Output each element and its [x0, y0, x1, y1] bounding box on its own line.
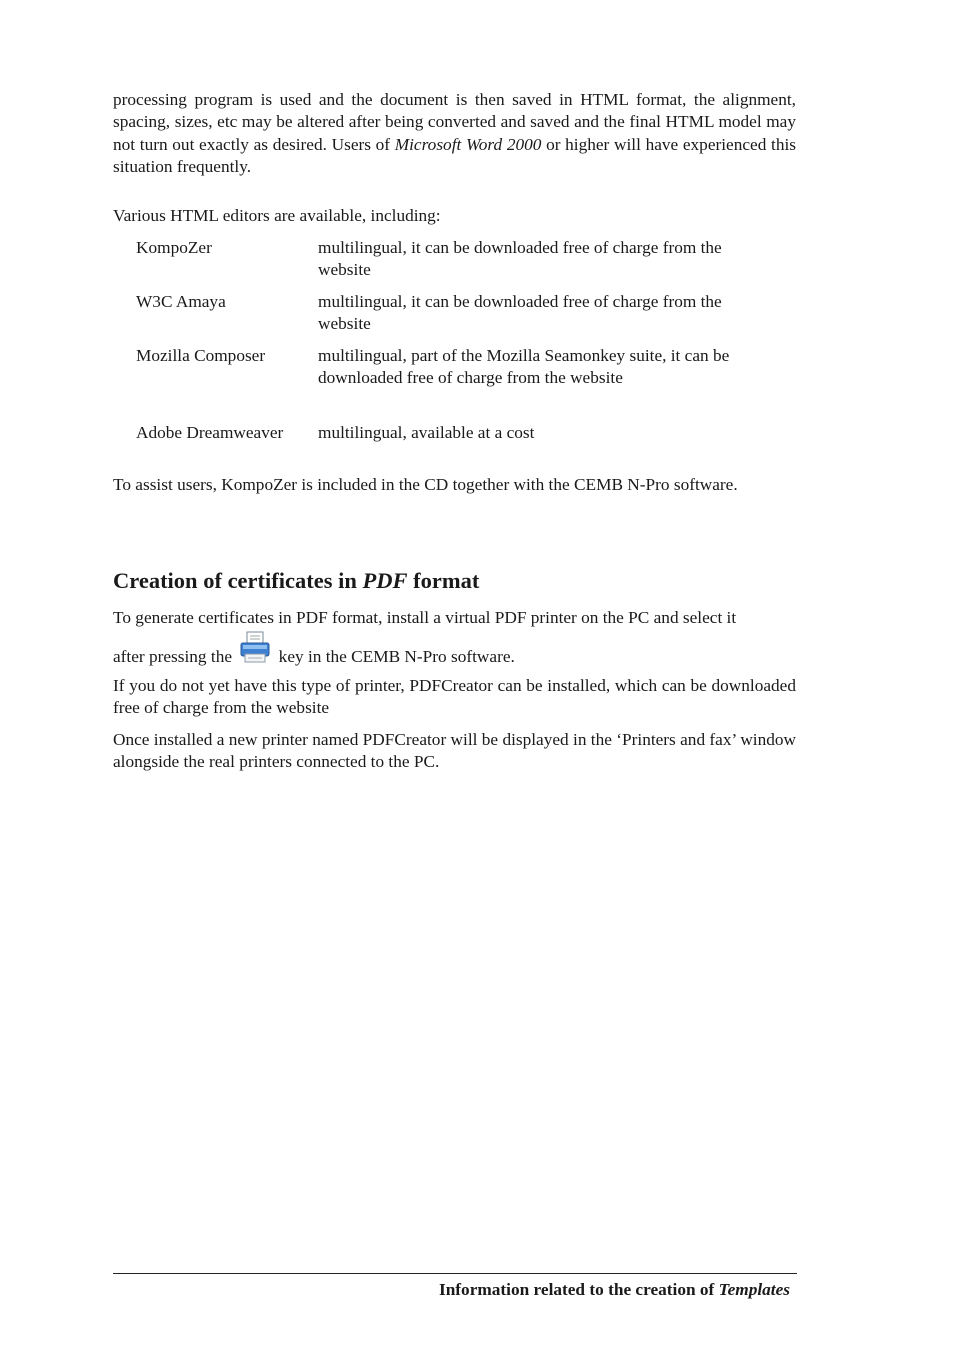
list-item: [136, 345, 796, 390]
product-name: Microsoft Word 2000: [394, 134, 542, 154]
assist-paragraph: To assist users, KompoZer is included in the CD together with the CEMB N-Pro software.: [113, 475, 738, 494]
editor-name: Mozilla Composer: [136, 346, 266, 365]
heading-pdf: PDF: [362, 568, 408, 593]
editor-name: KompoZer: [136, 238, 212, 257]
pdfcreator-paragraph: If you do not yet have this type of printer, PDFCreator can be installed, which can be downloaded free of charge from the website: [113, 676, 796, 718]
footer-text: Information related to the creation of: [438, 1280, 719, 1299]
intro-text-1: processing program is used and the document is then saved in HTML format, the alignment, spacing, sizes, etc may be altered after being converted and saved and the final HTML model may not turn out exactly as desired. Users of: [113, 90, 796, 154]
gen-text-after: key in the CEMB N-Pro software.: [278, 647, 515, 666]
editors-intro: Various HTML editors are available, including:: [113, 206, 441, 225]
editor-name: Adobe Dreamweaver: [136, 423, 284, 442]
footer-rule: [113, 1273, 797, 1274]
list-item: [136, 237, 796, 282]
editor-description: multilingual, available at a cost: [318, 423, 535, 442]
gen-text-before: after pressing the: [113, 647, 233, 666]
footer-title: [439, 1280, 790, 1300]
generate-paragraph-line2: [113, 630, 796, 668]
section-heading: [113, 566, 479, 596]
editor-name: W3C Amaya: [136, 292, 226, 311]
installed-paragraph: Once installed a new printer named PDFCreator will be displayed in the ‘Printers and fax’ window alongside the real printers connected to the PC.: [113, 730, 796, 772]
list-item: [136, 291, 796, 336]
editor-description: multilingual, it can be downloaded free of charge from the website: [318, 292, 722, 334]
intro-text-2: or higher will have experienced this situation frequently.: [113, 134, 796, 176]
footer-em: Templates: [718, 1280, 790, 1299]
editor-description: multilingual, part of the Mozilla Seamonkey suite, it can be downloaded free of charge from the website: [318, 346, 730, 388]
generate-paragraph-line1: To generate certificates in PDF format, install a virtual PDF printer on the PC and select it: [113, 608, 737, 627]
heading-text-2: format: [407, 568, 480, 593]
printer-icon: [238, 630, 272, 666]
list-item: [136, 422, 796, 444]
editor-description: multilingual, it can be downloaded free of charge from the website: [318, 238, 722, 280]
heading-text-1: Creation of certificates in: [113, 568, 363, 593]
intro-paragraph: [113, 89, 796, 178]
